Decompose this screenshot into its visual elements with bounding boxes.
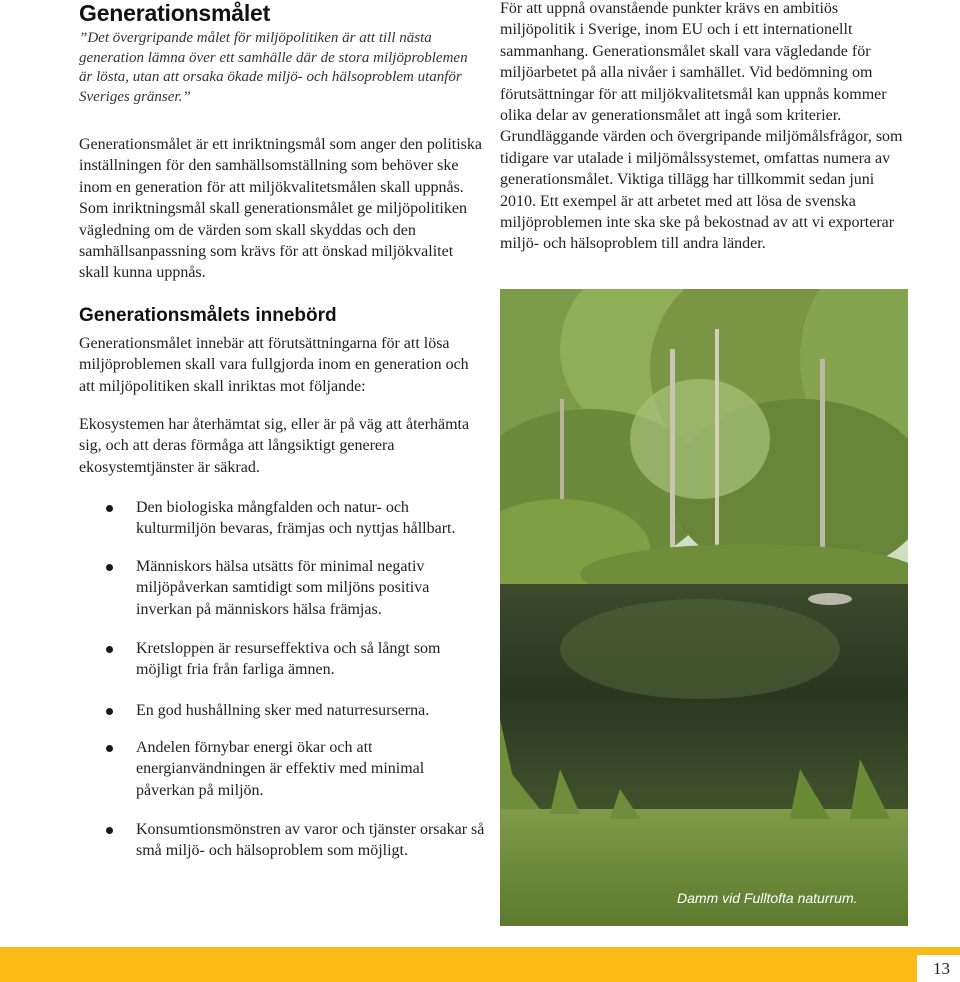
page-number: 13 (933, 959, 950, 978)
section-heading-innebord: Generationsmålets innebörd (79, 305, 337, 326)
bullet-icon (106, 827, 113, 834)
bullet-icon (106, 646, 113, 653)
section-heading-generationsmalet: Generationsmålet (79, 0, 271, 26)
bullet-icon (106, 564, 113, 571)
page-number-box (917, 955, 960, 982)
ecosystem-paragraph: Ekosystemen har återhämtat sig, eller är på väg att återhämta sig, och att deras förmåga att långsiktigt generera ekosystemtjänster är säkrad. (79, 416, 470, 476)
innebord-intro-paragraph: Generationsmålet innebär att förutsättningarna för att lösa miljöproblemen skall vara fullgjorda inom en generation och att miljöpolitiken skall inriktas mot följande: (79, 335, 469, 395)
bullet-icon (106, 505, 113, 512)
right-column-paragraph: För att uppnå ovanstående punkter krävs en ambitiös miljöpolitik i Sverige, inom EU och i ett internationellt sammanhang. Generationsmålet skall vara vägledande för miljöarbetet på alla nivåer i samhället. Vid bedömning om förutsättningar för att miljökvalitetsmål kan uppnås kommer olika delar av generationsmålet att ingå som kriterier. Grundläggande värden och övergripande miljömålsfrågor, som tidigare var utalade i miljömålssystemet, omfattas numera av generationsmålet. Viktiga tillägg har tillkommit sedan juni 2010. Ett exempel är att arbetet med att lösa de svenska miljöproblemen inte ska ske på bekostnad av att vi exporterar miljö- och hälsoproblem till andra länder. (500, 0, 903, 253)
quote-text: ”Det övergripande målet för miljöpolitiken är att till nästa generation lämna över ett samhälle där de stora miljöproblemen är lösta, utan att orsaka ökade miljö- och hälsoproblem utanför Sveriges gränser.” (79, 30, 468, 105)
bullet-icon (106, 745, 113, 752)
photo-caption: Damm vid Fulltofta naturrum. (677, 890, 858, 906)
generationsmal-paragraph: Generationsmålet är ett inriktningsmål som anger den politiska inställningen för den samhällsomställning som behöver ske inom en generation för att miljökvalitetsmålen skall uppnås. Som inriktningsmål skall generationsmålet ge miljöpolitiken vägledning om de värden som skall skyddas och den samhällsanpassning som krävs för att önskad miljökvalitet skall kunna uppnås. (79, 136, 483, 282)
pond-photo (500, 289, 908, 926)
bullet-icon (106, 708, 113, 715)
footer-band (0, 947, 960, 982)
